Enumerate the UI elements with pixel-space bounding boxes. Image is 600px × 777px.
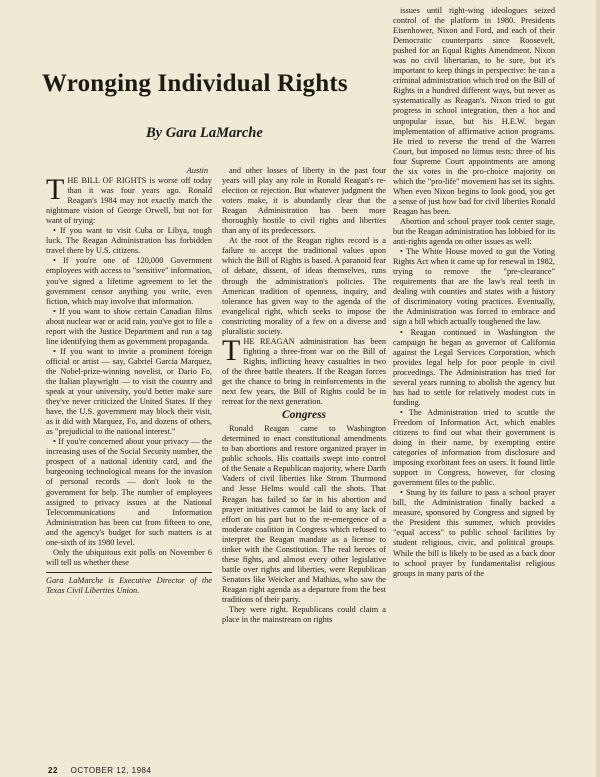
- page-number: 22: [48, 766, 58, 775]
- column-3: [393, 6, 555, 764]
- column-2-body: [222, 166, 386, 407]
- issue-date: OCTOBER 12, 1984: [70, 766, 152, 775]
- column-3-body: [393, 6, 555, 579]
- paragraph: • Reagan continued in Washington the campaign he began as governor of California against the Legal Services Corporation, which provides legal help for poor people in civil proceedings. The Administration has tried for several years running to abolish the agency but has had to settle for relatively modest cuts in funding.: [393, 327, 555, 407]
- paragraph: Abortion and school prayer took center stage, but the Reagan administration has lobbied for its anti-rights agenda on other issues as well:: [393, 216, 555, 247]
- paragraph: issues until right-wing ideologues seized control of the platform in 1980. Presidents Eisenhower, Nixon and Ford, and each of their Democratic counterparts since Roosevelt, pushed for an Equal Rights Amendment. Nixon was no civil libertarian, to be sure, but it's important to keep things in perspective: he ran a criminal administration which trod on the Bill of Rights in a hundred different ways, but never as systematically as Reagan's. Nixon tried to gut progress in school integration, then a hot and unpopular issue, but his H.E.W. began implementation of affirmative action programs. He tried to reverse the trend of the Warren Court, but imposed no litmus tests: three of his four Supreme Court appointments are among the six votes in the pro-choice majority on which the "pro-life" movement has set its sights. When even Nixon begins to look good, you get a sense of just how bad for civil liberties Ronald Reagan has been.: [393, 6, 555, 216]
- author-note: Gara LaMarche is Executive Director of the Texas Civil Liberties Union.: [46, 575, 212, 595]
- paragraph: Ronald Reagan came to Washington determined to enact constitutional amendments to ban abortions and restore organized prayer in public schools. His coattails swept into control of the Senate a Republican majority, where Darth Vaders of civil liberties like Strom Thurmond and Jesse Helms would call the shots. That Reagan has failed so far in his abortion and prayer initiatives cannot be laid to any lack of effort on his part but to the re-emergence of a moderate coalition in Congress which refused to interpret the Reagan mandate as a license to tinker with the Constitution. The real heroes of these fights, and almost every other legislative battle over rights and liberties, were Republican Senators like Weicker and Mathias, who saw the Reagan right agenda as a departure from the best traditions of their party.: [222, 424, 386, 604]
- paragraph: and other losses of liberty in the past four years will play any role in Ronald Reagan's re-election or rejection. But whatever judgment the voters make, it is abundantly clear that the Reagan Administration has been more thoroughly hostile to civil rights and liberties than any of its predecessors.: [222, 166, 386, 236]
- column-1: [46, 166, 212, 763]
- drop-cap: T: [46, 173, 65, 207]
- section-subhead: Congress: [281, 409, 327, 422]
- paragraph: • If you want to show certain Canadian films about nuclear war or acid rain, you've got to file a report with the Justice Department and run a tag line identifying them as government propaganda.: [46, 306, 212, 346]
- paragraph: • The Administration tried to scuttle the Freedom of Information Act, which enables citizens to find out what their government is doing in their name, by exempting entire categories of information from disclosure and imposing exorbitant fees on users. It found little support in Congress, however, for closing government files to the public.: [393, 407, 555, 488]
- divider: [46, 572, 212, 573]
- paragraph: Only the ubiquitous exit polls on November 6 will tell us whether these: [46, 547, 212, 567]
- column-2: [222, 166, 386, 763]
- paragraph: • If you're concerned about your privacy — the increasing uses of the Social Security number, the prospect of a national identity card, and the burgeoning technological means for the invasion of personal records — don't look to the government for help. The number of employees assigned to privacy issues at the National Telecommunications and Information Administration has been cut from fifteen to one, and the agency's budget for such matters is at one-sixth of its 1980 level.: [46, 437, 212, 547]
- paragraph: • Stung by its failure to pass a school prayer bill, the Administration finally backed a measure, sponsored by Congress and signed by the President this summer, which provides "equal access" to public school facilities by student religious, civic, and political groups. While the bill is likely to be used as a back door to school prayer by fundamentalist religious groups in many parts of the: [393, 488, 555, 578]
- paragraph: • If you want to invite a prominent foreign official or artist — say, Gabriel Garcia Marquez, the Nobel-prize-winning novelist, or Dario Fo, the Italian playwright — to visit the country and speak at your university, you'd better make sure they've never criticized the United States. If they have, the U.S. government may block their visit, as it did with Marquez, Fo, and dozens of others, as "prejudicial to the national interest.": [46, 346, 212, 437]
- paragraph: • The White House moved to gut the Voting Rights Act when it came up for renewal in 1982, trying to remove the "pre-clearance" requirements that are the law's real teeth in dealing with counties and states with a history of discriminatory voting practices. Eventually, the Administration was forced to embrace and sign a bill which actually toughened the law.: [393, 247, 555, 327]
- drop-cap: T: [222, 333, 241, 367]
- paragraph: THE REAGAN administration has been fighting a three-front war on the Bill of Rights, inflicting heavy casualties in two of the three battle theaters. If the Reagan forces get the chance to bring in reinforcements in the next few years, the Bill of Rights could be in retreat for the next generation.: [222, 333, 386, 407]
- page-edge: [596, 0, 600, 777]
- column-2-body-continued: [222, 424, 386, 625]
- paragraph: THE BILL OF RIGHTS is worse off today than it was four years ago. Ronald Reagan's 1984 may not exactly match the nightmare vision of George Orwell, but not for want of trying:: [46, 173, 212, 226]
- paragraph: • If you're one of 120,000 Government employees with access to "sensitive" information, you've signed a lifetime agreement to let the government censor anything you write, even fiction, which may involve that information.: [46, 256, 212, 306]
- dateline: Austin: [186, 166, 208, 175]
- paragraph: • If you want to visit Cuba or Libya, tough luck. The Reagan Administration has forbidden travel there by U.S. citizens.: [46, 226, 212, 256]
- column-1-body: [46, 173, 212, 568]
- page-footer: [48, 766, 151, 775]
- article-byline: By Gara LaMarche: [146, 125, 263, 141]
- article-title: Wronging Individual Rights: [42, 70, 348, 97]
- paragraph: They were right. Republicans could claim a place in the mainstream on rights: [222, 605, 386, 625]
- paragraph: At the root of the Reagan rights record is a failure to accept the traditional values upon which the Bill of Rights is based. A paranoid fear of debate, dissent, of ideas themselves, runs through the administration's policies. The American tradition of openness, inquiry, and tolerance has given way to the agenda of the evangelical right, which seeks to impose the constricting morality of a few on a diverse and pluralistic society.: [222, 236, 386, 336]
